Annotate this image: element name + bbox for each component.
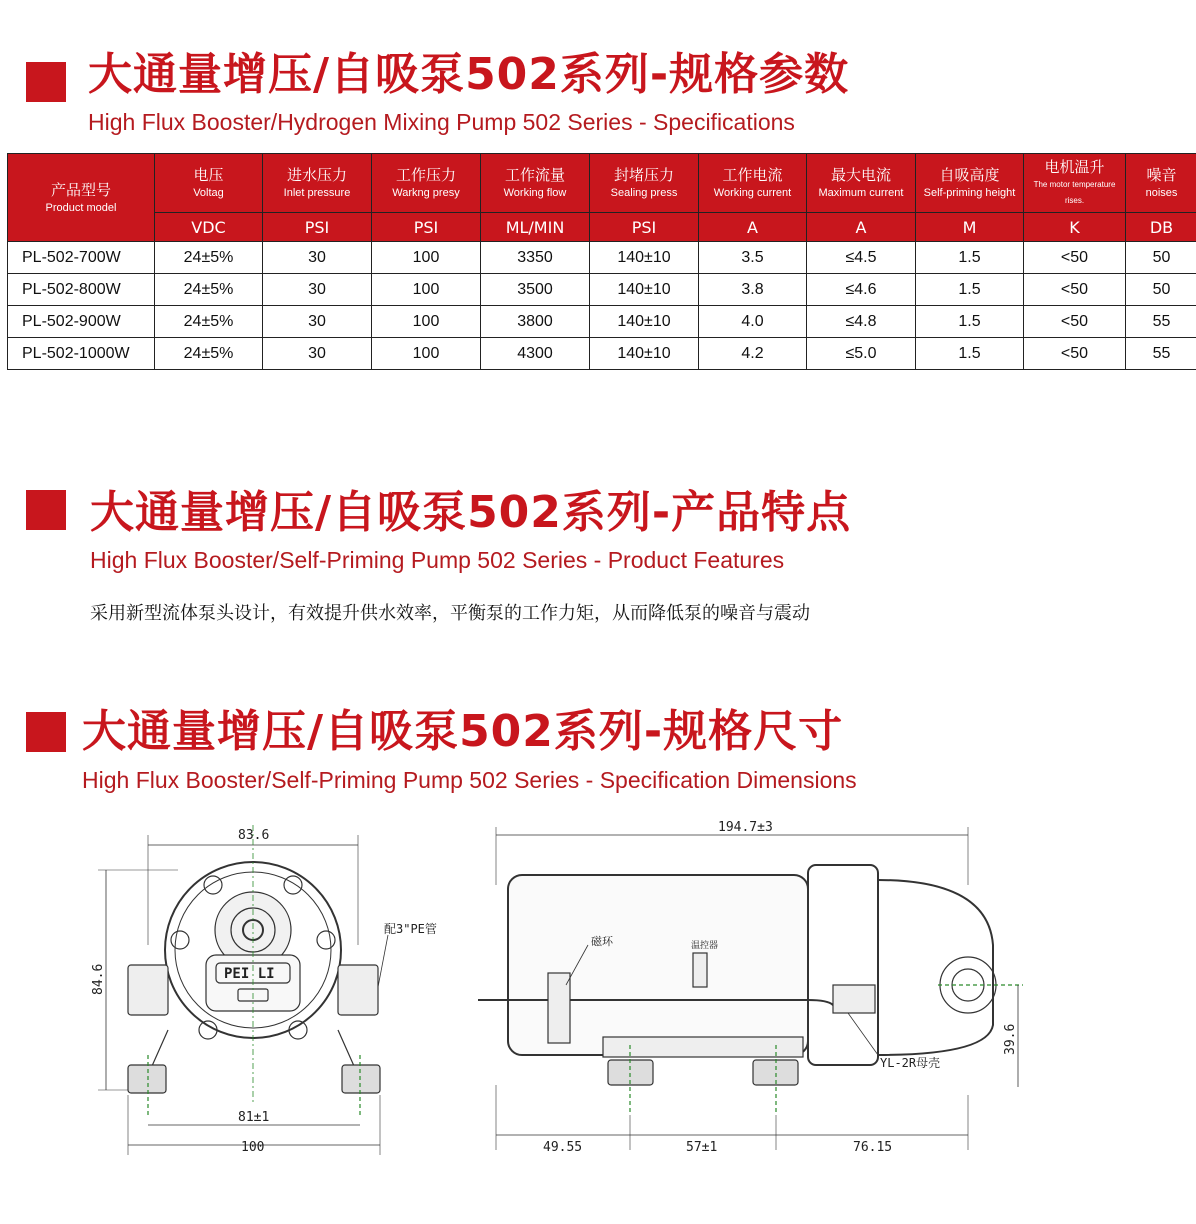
- dimensions-subtitle: High Flux Booster/Self-Priming Pump 502 Series - Specification Dimensions: [82, 767, 857, 793]
- specs-title: 大通量增压/自吸泵502系列-规格参数: [88, 49, 850, 100]
- table-cell: 24±5%: [155, 274, 263, 306]
- table-cell: 140±10: [590, 338, 699, 370]
- dim-label: 84.6: [91, 963, 106, 995]
- table-cell: <50: [1024, 242, 1126, 274]
- specs-subtitle: High Flux Booster/Hydrogen Mixing Pump 502 Series - Specifications: [88, 109, 795, 135]
- table-cell: 100: [372, 338, 481, 370]
- dimensions-title: 大通量增压/自吸泵502系列-规格尺寸: [82, 706, 844, 757]
- col-header-max-current: 最大电流 Maximum current: [807, 154, 916, 213]
- table-cell: 3.8: [699, 274, 807, 306]
- dim-label: 39.6: [1003, 1023, 1018, 1055]
- table-cell: PL-502-700W: [8, 242, 155, 274]
- table-cell: 100: [372, 274, 481, 306]
- unit-cell: A: [699, 213, 807, 242]
- table-cell: 4.0: [699, 306, 807, 338]
- table-cell: 140±10: [590, 306, 699, 338]
- table-header-row: [8, 154, 1196, 213]
- table-cell: 1.5: [916, 306, 1024, 338]
- col-header-temp-rise: 电机温升 The motor temperature rises.: [1024, 154, 1126, 213]
- dim-label: 100: [241, 1140, 265, 1155]
- table-unit-row: [8, 213, 1196, 242]
- table-cell: <50: [1024, 306, 1126, 338]
- connector-label: YL-2R母壳: [880, 1056, 941, 1070]
- table-cell: <50: [1024, 338, 1126, 370]
- unit-cell: PSI: [372, 213, 481, 242]
- col-header-voltage: 电压 Voltag: [155, 154, 263, 213]
- col-header-working-current: 工作电流 Working current: [699, 154, 807, 213]
- table-row: [8, 242, 1196, 274]
- col-header-working-pressure: 工作压力 Warkng presy: [372, 154, 481, 213]
- table-cell: 100: [372, 306, 481, 338]
- table-cell: 50: [1126, 274, 1196, 306]
- dimension-drawing: [88, 805, 1048, 1205]
- col-header-noise: 噪音 noises: [1126, 154, 1196, 213]
- table-cell: 55: [1126, 306, 1196, 338]
- table-cell: ≤4.8: [807, 306, 916, 338]
- unit-cell: A: [807, 213, 916, 242]
- section-marker: [26, 62, 66, 102]
- table-cell: ≤4.5: [807, 242, 916, 274]
- table-cell: 1.5: [916, 338, 1024, 370]
- dim-label: 76.15: [853, 1140, 893, 1155]
- table-cell: 3.5: [699, 242, 807, 274]
- table-cell: 1.5: [916, 274, 1024, 306]
- unit-cell: M: [916, 213, 1024, 242]
- table-cell: 3800: [481, 306, 590, 338]
- unit-cell: DB: [1126, 213, 1196, 242]
- features-subtitle: High Flux Booster/Self-Priming Pump 502 Series - Product Features: [90, 547, 785, 573]
- table-cell: 24±5%: [155, 306, 263, 338]
- table-cell: PL-502-800W: [8, 274, 155, 306]
- features-title: 大通量增压/自吸泵502系列-产品特点: [90, 487, 852, 538]
- table-cell: <50: [1024, 274, 1126, 306]
- side-view: [478, 827, 1023, 1150]
- table-cell: 4300: [481, 338, 590, 370]
- col-header-self-priming: 自吸高度 Self-priming height: [916, 154, 1024, 213]
- dim-label: 194.7±3: [718, 820, 773, 835]
- table-cell: 50: [1126, 242, 1196, 274]
- table-cell: 30: [263, 338, 372, 370]
- pump-logo: PEI LI: [224, 966, 275, 982]
- table-cell: 30: [263, 306, 372, 338]
- col-header-inlet-pressure: 进水压力 Inlet pressure: [263, 154, 372, 213]
- col-header-model: 产品型号 Product model: [8, 154, 155, 242]
- table-cell: ≤5.0: [807, 338, 916, 370]
- table-cell: 3350: [481, 242, 590, 274]
- switch-label: 温控器: [691, 941, 719, 951]
- table-cell: PL-502-1000W: [8, 338, 155, 370]
- dim-label: 83.6: [238, 828, 270, 843]
- table-row: [8, 306, 1196, 338]
- unit-cell: VDC: [155, 213, 263, 242]
- unit-cell: PSI: [263, 213, 372, 242]
- dim-label: 81±1: [238, 1110, 270, 1125]
- unit-cell: PSI: [590, 213, 699, 242]
- unit-cell: ML/MIN: [481, 213, 590, 242]
- unit-cell: K: [1024, 213, 1126, 242]
- spec-table: [7, 153, 1196, 370]
- front-view: [98, 825, 388, 1155]
- dim-label: 49.55: [543, 1140, 583, 1155]
- table-cell: ≤4.6: [807, 274, 916, 306]
- table-cell: 55: [1126, 338, 1196, 370]
- col-header-working-flow: 工作流量 Working flow: [481, 154, 590, 213]
- section-marker: [26, 712, 66, 752]
- table-row: [8, 338, 1196, 370]
- table-cell: 24±5%: [155, 338, 263, 370]
- table-cell: PL-502-900W: [8, 306, 155, 338]
- table-row: [8, 274, 1196, 306]
- table-cell: 30: [263, 242, 372, 274]
- table-cell: 30: [263, 274, 372, 306]
- dim-label: 57±1: [686, 1140, 718, 1155]
- table-cell: 140±10: [590, 242, 699, 274]
- table-cell: 4.2: [699, 338, 807, 370]
- table-cell: 24±5%: [155, 242, 263, 274]
- ring-label: 磁环: [591, 935, 613, 948]
- table-cell: 1.5: [916, 242, 1024, 274]
- table-cell: 140±10: [590, 274, 699, 306]
- pipe-label: 配3"PE管: [384, 922, 437, 936]
- col-header-sealing-pressure: 封堵压力 Sealing press: [590, 154, 699, 213]
- feature-text: 采用新型流体泵头设计，有效提升供水效率，平衡泵的工作力矩，从而降低泵的噪音与震动: [90, 603, 810, 624]
- table-cell: 100: [372, 242, 481, 274]
- table-cell: 3500: [481, 274, 590, 306]
- section-marker: [26, 490, 66, 530]
